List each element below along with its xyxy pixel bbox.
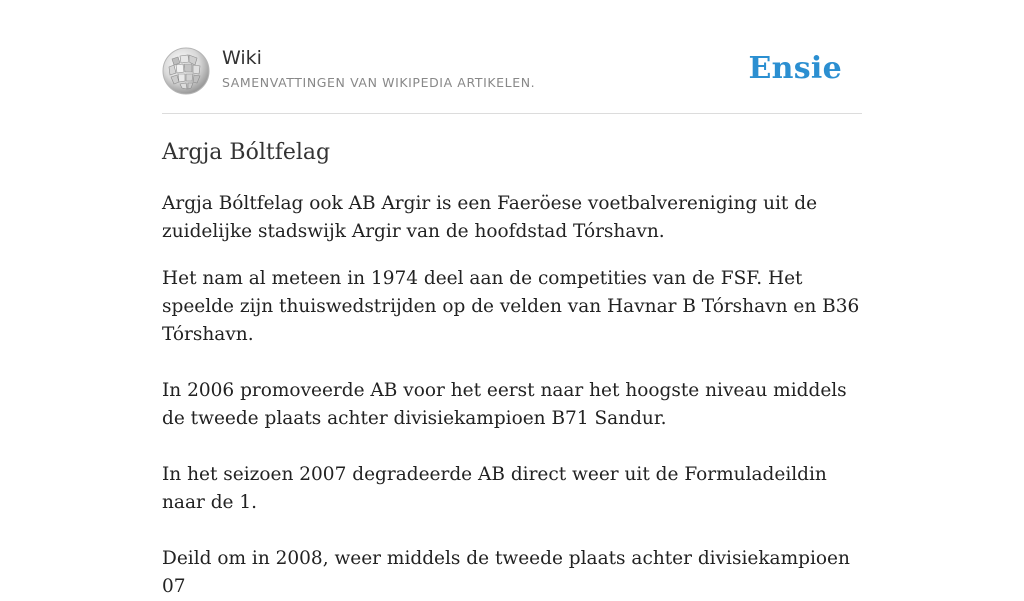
page — [162, 0, 862, 597]
site-title[interactable]: Wiki — [222, 47, 262, 69]
article-body — [162, 190, 862, 601]
article-title: Argja Bóltfelag — [162, 140, 331, 165]
wikipedia-globe-icon[interactable] — [162, 47, 210, 95]
site-header — [162, 0, 862, 114]
site-tagline: SAMENVATTINGEN VAN WIKIPEDIA ARTIKELEN. — [222, 75, 536, 90]
ensie-brand-logo[interactable]: Ensie — [748, 51, 842, 86]
article-paragraph: Het nam al meteen in 1974 deel aan de competities van de FSF. Het speelde zijn thuiswedstrijden op de velden van Havnar B Tórshavn en B36 Tórshavn. — [162, 268, 860, 345]
article-paragraph: In 2006 promoveerde AB voor het eerst naar het hoogste niveau middels de tweede plaats achter divisiekampioen B71 Sandur. — [162, 380, 847, 429]
article-paragraph: Argja Bóltfelag ook AB Argir is een Faeröese voetbalvereniging uit de zuidelijke stadswijk Argir van de hoofdstad Tórshavn. — [162, 193, 818, 242]
article-paragraph: Deild om in 2008, weer middels de tweede plaats achter divisiekampioen 07 — [162, 548, 850, 597]
article-paragraph: In het seizoen 2007 degradeerde AB direct weer uit de Formuladeildin naar de 1. — [162, 464, 827, 513]
